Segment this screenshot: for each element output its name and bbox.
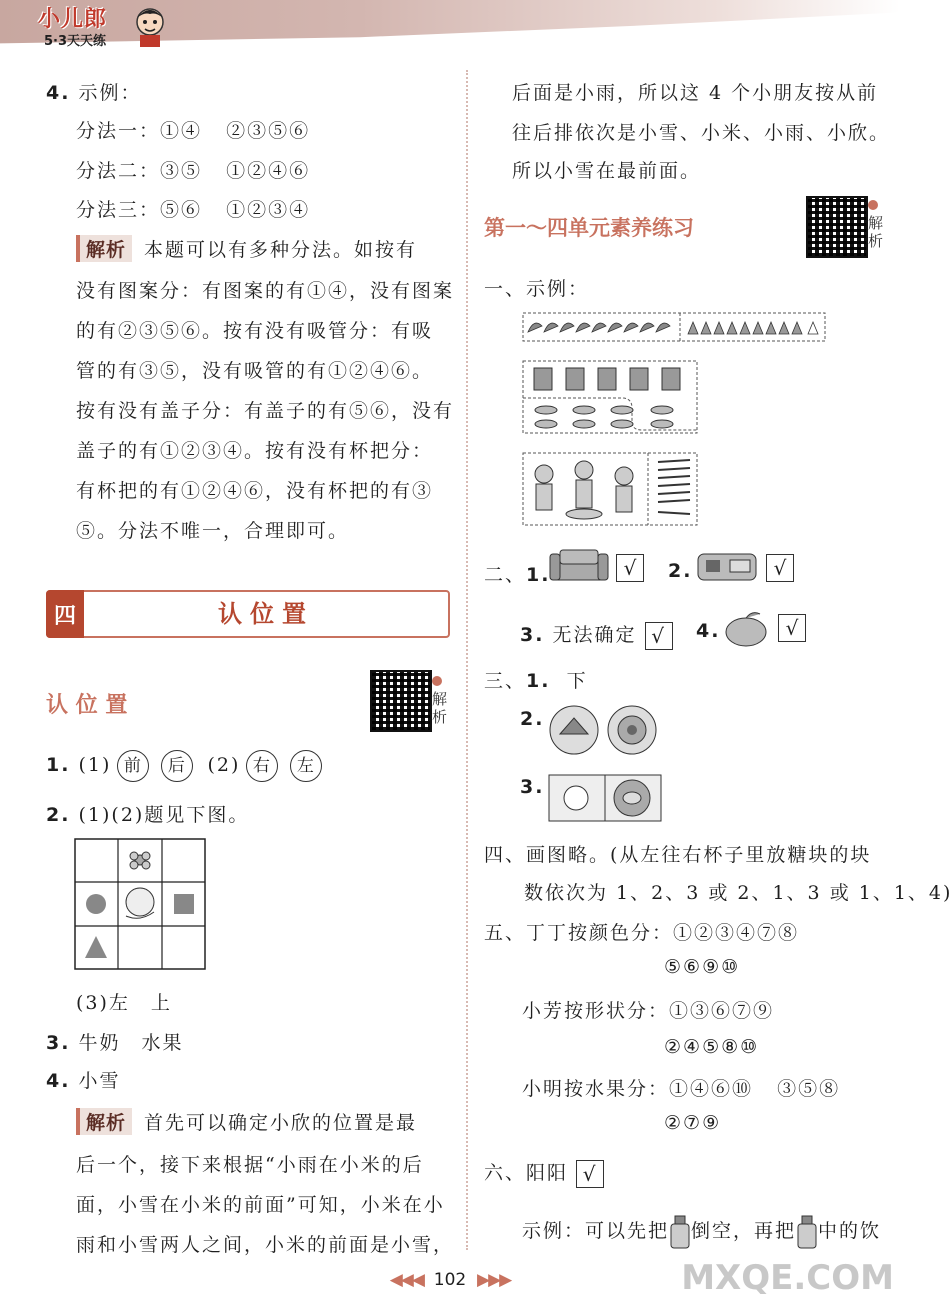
s2-check-2: √	[766, 554, 794, 582]
bottle-icon	[669, 1214, 691, 1250]
mascot-icon	[130, 4, 170, 48]
s2-num-2: 2.	[668, 560, 693, 582]
s5-row-3: 小明按水果分：①④⑥⑩ ③⑤⑧	[522, 1078, 841, 1100]
method-row-3: 分法三：⑤⑥ ①②③④	[76, 199, 311, 221]
cups-lids-figure	[522, 360, 698, 434]
s2-num-4: 4.	[696, 620, 721, 642]
brand-logo: 小儿郎	[38, 7, 108, 32]
s1-line: 一、示例：	[484, 278, 590, 300]
q1-line: 1. (1) 前 后 (2) 右 左	[46, 750, 328, 782]
s6-row: 六、阳阳 √	[484, 1158, 604, 1188]
analysis2-line-2: 面，小雪在小米的前面”可知，小米在小	[76, 1194, 445, 1216]
s3-num-2: 2.	[520, 708, 545, 730]
section-title: 认位置	[218, 600, 314, 628]
q2-part3: (3)左 上	[76, 992, 172, 1014]
analysis2-line-0: 解析 首先可以确定小欣的位置是最	[76, 1108, 417, 1135]
right-top-line-1: 往后排依次是小雪、小米、小雨、小欣。	[512, 122, 891, 144]
square-shape	[174, 894, 194, 914]
method-row-2: 分法二：③⑤ ①②④⑥	[76, 160, 311, 182]
children-figure	[522, 452, 698, 526]
qr-code-icon[interactable]	[370, 670, 432, 732]
s3-num-3: 3.	[520, 776, 545, 798]
analysis-line-2: 的有②③⑤⑥。按有没有吸管分：有吸	[76, 320, 434, 342]
jiexi-label-2: 解析	[868, 196, 884, 250]
method-row-1: 分法一：①④ ②③⑤⑥	[76, 120, 311, 142]
s5-row-1: 五、丁丁按颜色分：①②③④⑦⑧	[484, 922, 800, 944]
qr-code-icon-2[interactable]	[806, 196, 868, 258]
analysis-line-4: 按有没有盖子分：有盖子的有⑤⑥，没有	[76, 400, 455, 422]
jiexi-label: 解析	[432, 672, 448, 726]
s3-row-1: 三、1. 下	[484, 670, 588, 692]
section-number: 四	[46, 590, 84, 638]
q2-line: 2. (1)(2)题见下图。	[46, 804, 250, 826]
car-icon	[696, 550, 758, 586]
s5-row-2b: ②④⑤⑧⑩	[664, 1036, 760, 1058]
play-icon	[432, 676, 442, 686]
analysis-line-1: 没有图案分：有图案的有①④，没有图案	[76, 280, 455, 302]
s5-row-3b: ②⑦⑨	[664, 1112, 722, 1134]
q4b-line: 4. 小雪	[46, 1070, 121, 1092]
watermark: MXQE.COM	[681, 1258, 894, 1298]
analysis2-line-1: 后一个，接下来根据“小雨在小米的后	[76, 1154, 424, 1176]
analysis-line-3: 管的有③⑤，没有吸管的有①②④⑥。	[76, 360, 434, 382]
sofa-icon	[550, 546, 608, 590]
unit-title: 第一～四单元素养练习	[484, 216, 694, 240]
s4-line-2: 数依次为 1、2、3 或 2、1、3 或 1、1、4)	[524, 882, 952, 904]
position-grid	[74, 838, 206, 970]
analysis2-tag: 解析	[76, 1108, 132, 1135]
brand-subtitle: 5·3天天练	[44, 34, 107, 49]
s2-row-1: 二、1.	[484, 564, 551, 586]
right-top-line-2: 所以小雪在最前面。	[512, 160, 702, 182]
plates-figure	[548, 704, 660, 756]
next-arrows-icon: ▶▶▶	[477, 1270, 511, 1290]
circle-shape	[86, 894, 106, 914]
s5-row-2: 小芳按形状分：①③⑥⑦⑨	[522, 1000, 775, 1022]
play-icon	[868, 200, 878, 210]
s6-example: 示例：可以先把 倒空，再把 中的饮	[522, 1214, 881, 1250]
s2-check-1: √	[616, 554, 644, 582]
analysis-line-6: 有杯把的有①②④⑥，没有杯把的有③	[76, 480, 434, 502]
subsection-title: 认 位 置	[46, 693, 128, 718]
analysis-line-5: 盖子的有①②③④。按有没有杯把分：	[76, 440, 434, 462]
analysis-line-7: ⑤。分法不唯一，合理即可。	[76, 520, 350, 542]
page-number: 102	[433, 1270, 467, 1290]
s4-line-1: 四、画图略。(从左往右杯子里放糖块的块	[484, 844, 872, 866]
q3-line: 3. 牛奶 水果	[46, 1032, 184, 1054]
bottle-icon-2	[796, 1214, 818, 1250]
tiles-figure	[548, 774, 662, 822]
analysis-line-0: 解析 本题可以有多种分法。如按有	[76, 235, 417, 262]
right-top-line-0: 后面是小雨，所以这 4 个小朋友按从前	[512, 82, 879, 104]
s5-row-1b: ⑤⑥⑨⑩	[664, 956, 741, 978]
analysis-tag: 解析	[76, 235, 132, 262]
analysis2-line-3: 雨和小雪两人之间，小米的前面是小雪，	[76, 1234, 455, 1256]
peach-icon	[722, 608, 770, 648]
s2-check-4: √	[778, 614, 806, 642]
leaves-triangles-figure	[522, 312, 826, 342]
s2-row-3: 3. 无法确定 √	[520, 620, 673, 650]
q4-line: 4. 示例：	[46, 82, 142, 104]
column-divider	[466, 70, 468, 1250]
prev-arrows-icon: ◀◀◀	[389, 1270, 423, 1290]
